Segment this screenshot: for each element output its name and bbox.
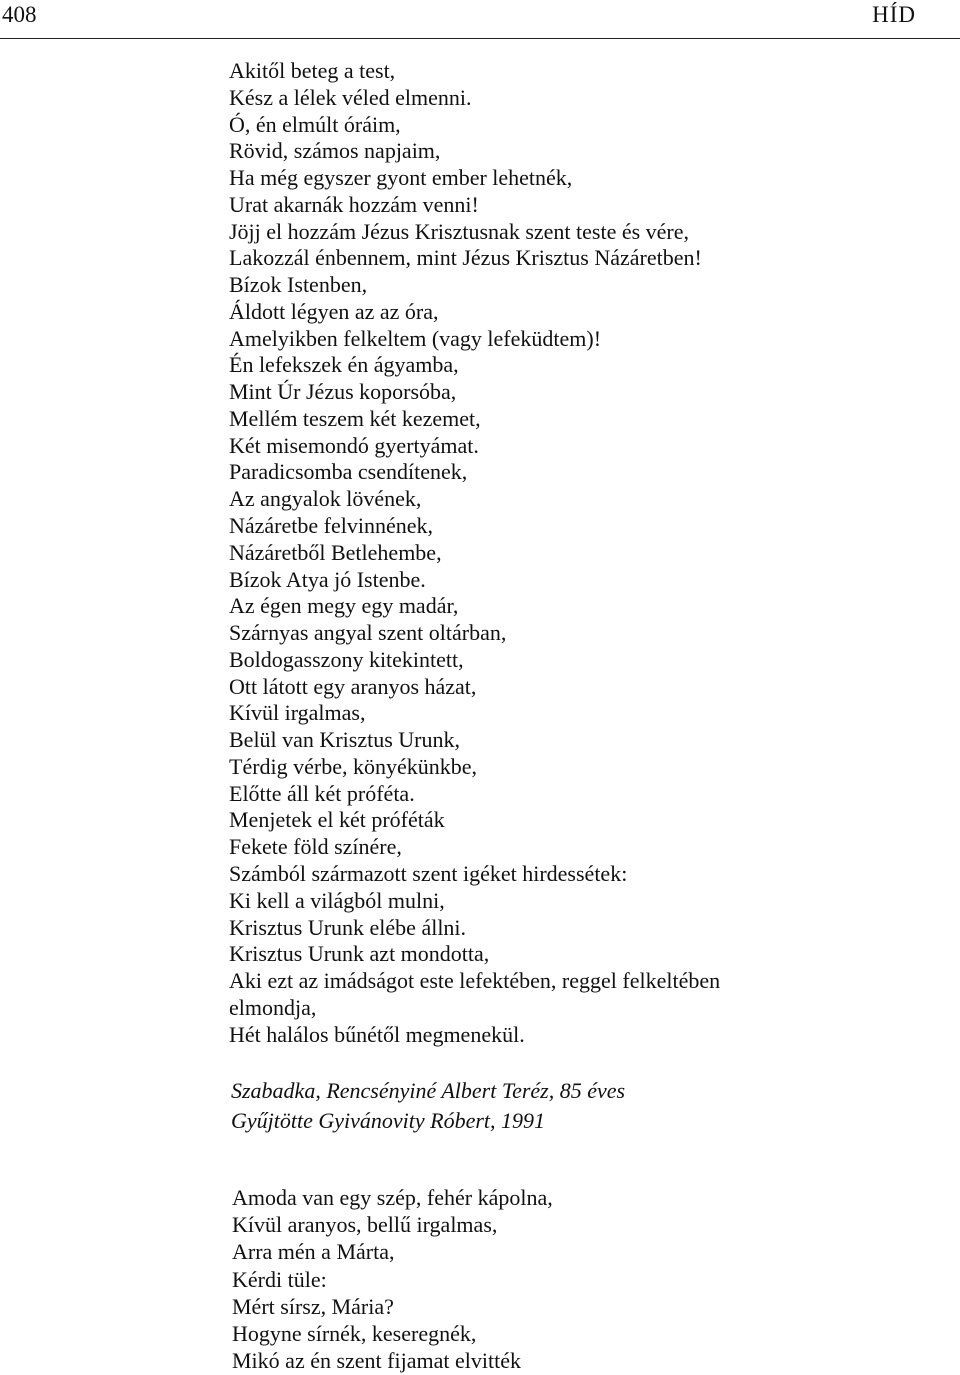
attribution xyxy=(231,1076,625,1136)
poem-line: Én lefekszek én ágyamba, xyxy=(229,352,459,378)
poem-line: Mért sírsz, Mária? xyxy=(232,1293,394,1319)
poem-line: Kész a lélek véled elmenni. xyxy=(229,84,472,110)
poem-line: Urat akarnák hozzám venni! xyxy=(229,191,479,217)
poem-line: Krisztus Urunk elébe állni. xyxy=(229,914,467,940)
poem-line: Kívül irgalmas, xyxy=(229,700,366,726)
poem-line: Bízok Istenben, xyxy=(229,272,368,298)
poem-line: Kérdi tüle: xyxy=(232,1266,327,1292)
poem-line: Aki ezt az imádságot este lefektében, reggel felkeltében xyxy=(229,968,721,994)
poem-main xyxy=(229,58,720,1048)
poem-line: Az angyalok lövének, xyxy=(229,486,422,512)
poem-line: Számból származott szent igéket hirdessétek: xyxy=(229,860,628,886)
attribution-source: Szabadka, Rencsényiné Albert Teréz, 85 éves xyxy=(231,1078,626,1103)
poem-line: Názáretbe felvinnének, xyxy=(229,513,433,539)
poem-line: Ha még egyszer gyont ember lehetnék, xyxy=(229,165,573,191)
poem-line: Menjetek el két próféták xyxy=(229,807,445,833)
poem-line: Belül van Krisztus Urunk, xyxy=(229,727,460,753)
page-header xyxy=(0,0,960,39)
poem-line: Ki kell a világból mulni, xyxy=(229,887,445,913)
poem-line: Kívül aranyos, bellű irgalmas, xyxy=(232,1212,498,1238)
poem-line: Boldogasszony kitekintett, xyxy=(229,646,464,672)
poem-line: Bízok Atya jó Istenbe. xyxy=(229,566,426,592)
poem-line: Amoda van egy szép, fehér kápolna, xyxy=(232,1185,553,1210)
poem-line: Áldott légyen az az óra, xyxy=(229,298,439,324)
poem-line: Rövid, számos napjaim, xyxy=(229,138,441,164)
poem-line: Názáretből Betlehembe, xyxy=(229,539,442,565)
poem-line: Arra mén a Márta, xyxy=(232,1239,395,1265)
journal-title: HÍD xyxy=(872,2,916,27)
poem-line: Mikó az én szent fijamat elvitték xyxy=(232,1348,521,1374)
poem-line: Az égen megy egy madár, xyxy=(229,593,459,619)
poem-line: Ott látott egy aranyos házat, xyxy=(229,673,477,699)
poem-second xyxy=(232,1184,553,1374)
poem-line: Két misemondó gyertyámat. xyxy=(229,432,479,458)
poem-line: Mint Úr Jézus koporsóba, xyxy=(229,379,457,405)
poem-line: Paradicsomba csendítenek, xyxy=(229,459,468,485)
poem-line: elmondja, xyxy=(229,994,317,1020)
poem-line: Fekete föld színére, xyxy=(229,834,402,860)
poem-line: Mellém teszem két kezemet, xyxy=(229,405,481,431)
page-number: 408 xyxy=(2,2,37,27)
poem-line: Lakozzál énbennem, mint Jézus Krisztus Názáretben! xyxy=(229,245,702,271)
poem-line: Előtte áll két próféta. xyxy=(229,780,415,806)
poem-line: Szárnyas angyal szent oltárban, xyxy=(229,620,507,646)
poem-line: Ó, én elmúlt óráim, xyxy=(229,111,401,137)
poem-line: Hét halálos bűnétől megmenekül. xyxy=(229,1021,525,1047)
attribution-collector: Gyűjtötte Gyivánovity Róbert, 1991 xyxy=(231,1108,546,1133)
poem-line: Krisztus Urunk azt mondotta, xyxy=(229,941,490,967)
poem-line: Amelyikben felkeltem (vagy lefeküdtem)! xyxy=(229,325,602,351)
poem-line: Jöjj el hozzám Jézus Krisztusnak szent teste és vére, xyxy=(229,218,690,244)
poem-line: Hogyne sírnék, keseregnék, xyxy=(232,1320,477,1346)
poem-line: Akitől beteg a test, xyxy=(229,58,396,83)
poem-line: Térdig vérbe, könyékünkbe, xyxy=(229,753,478,779)
